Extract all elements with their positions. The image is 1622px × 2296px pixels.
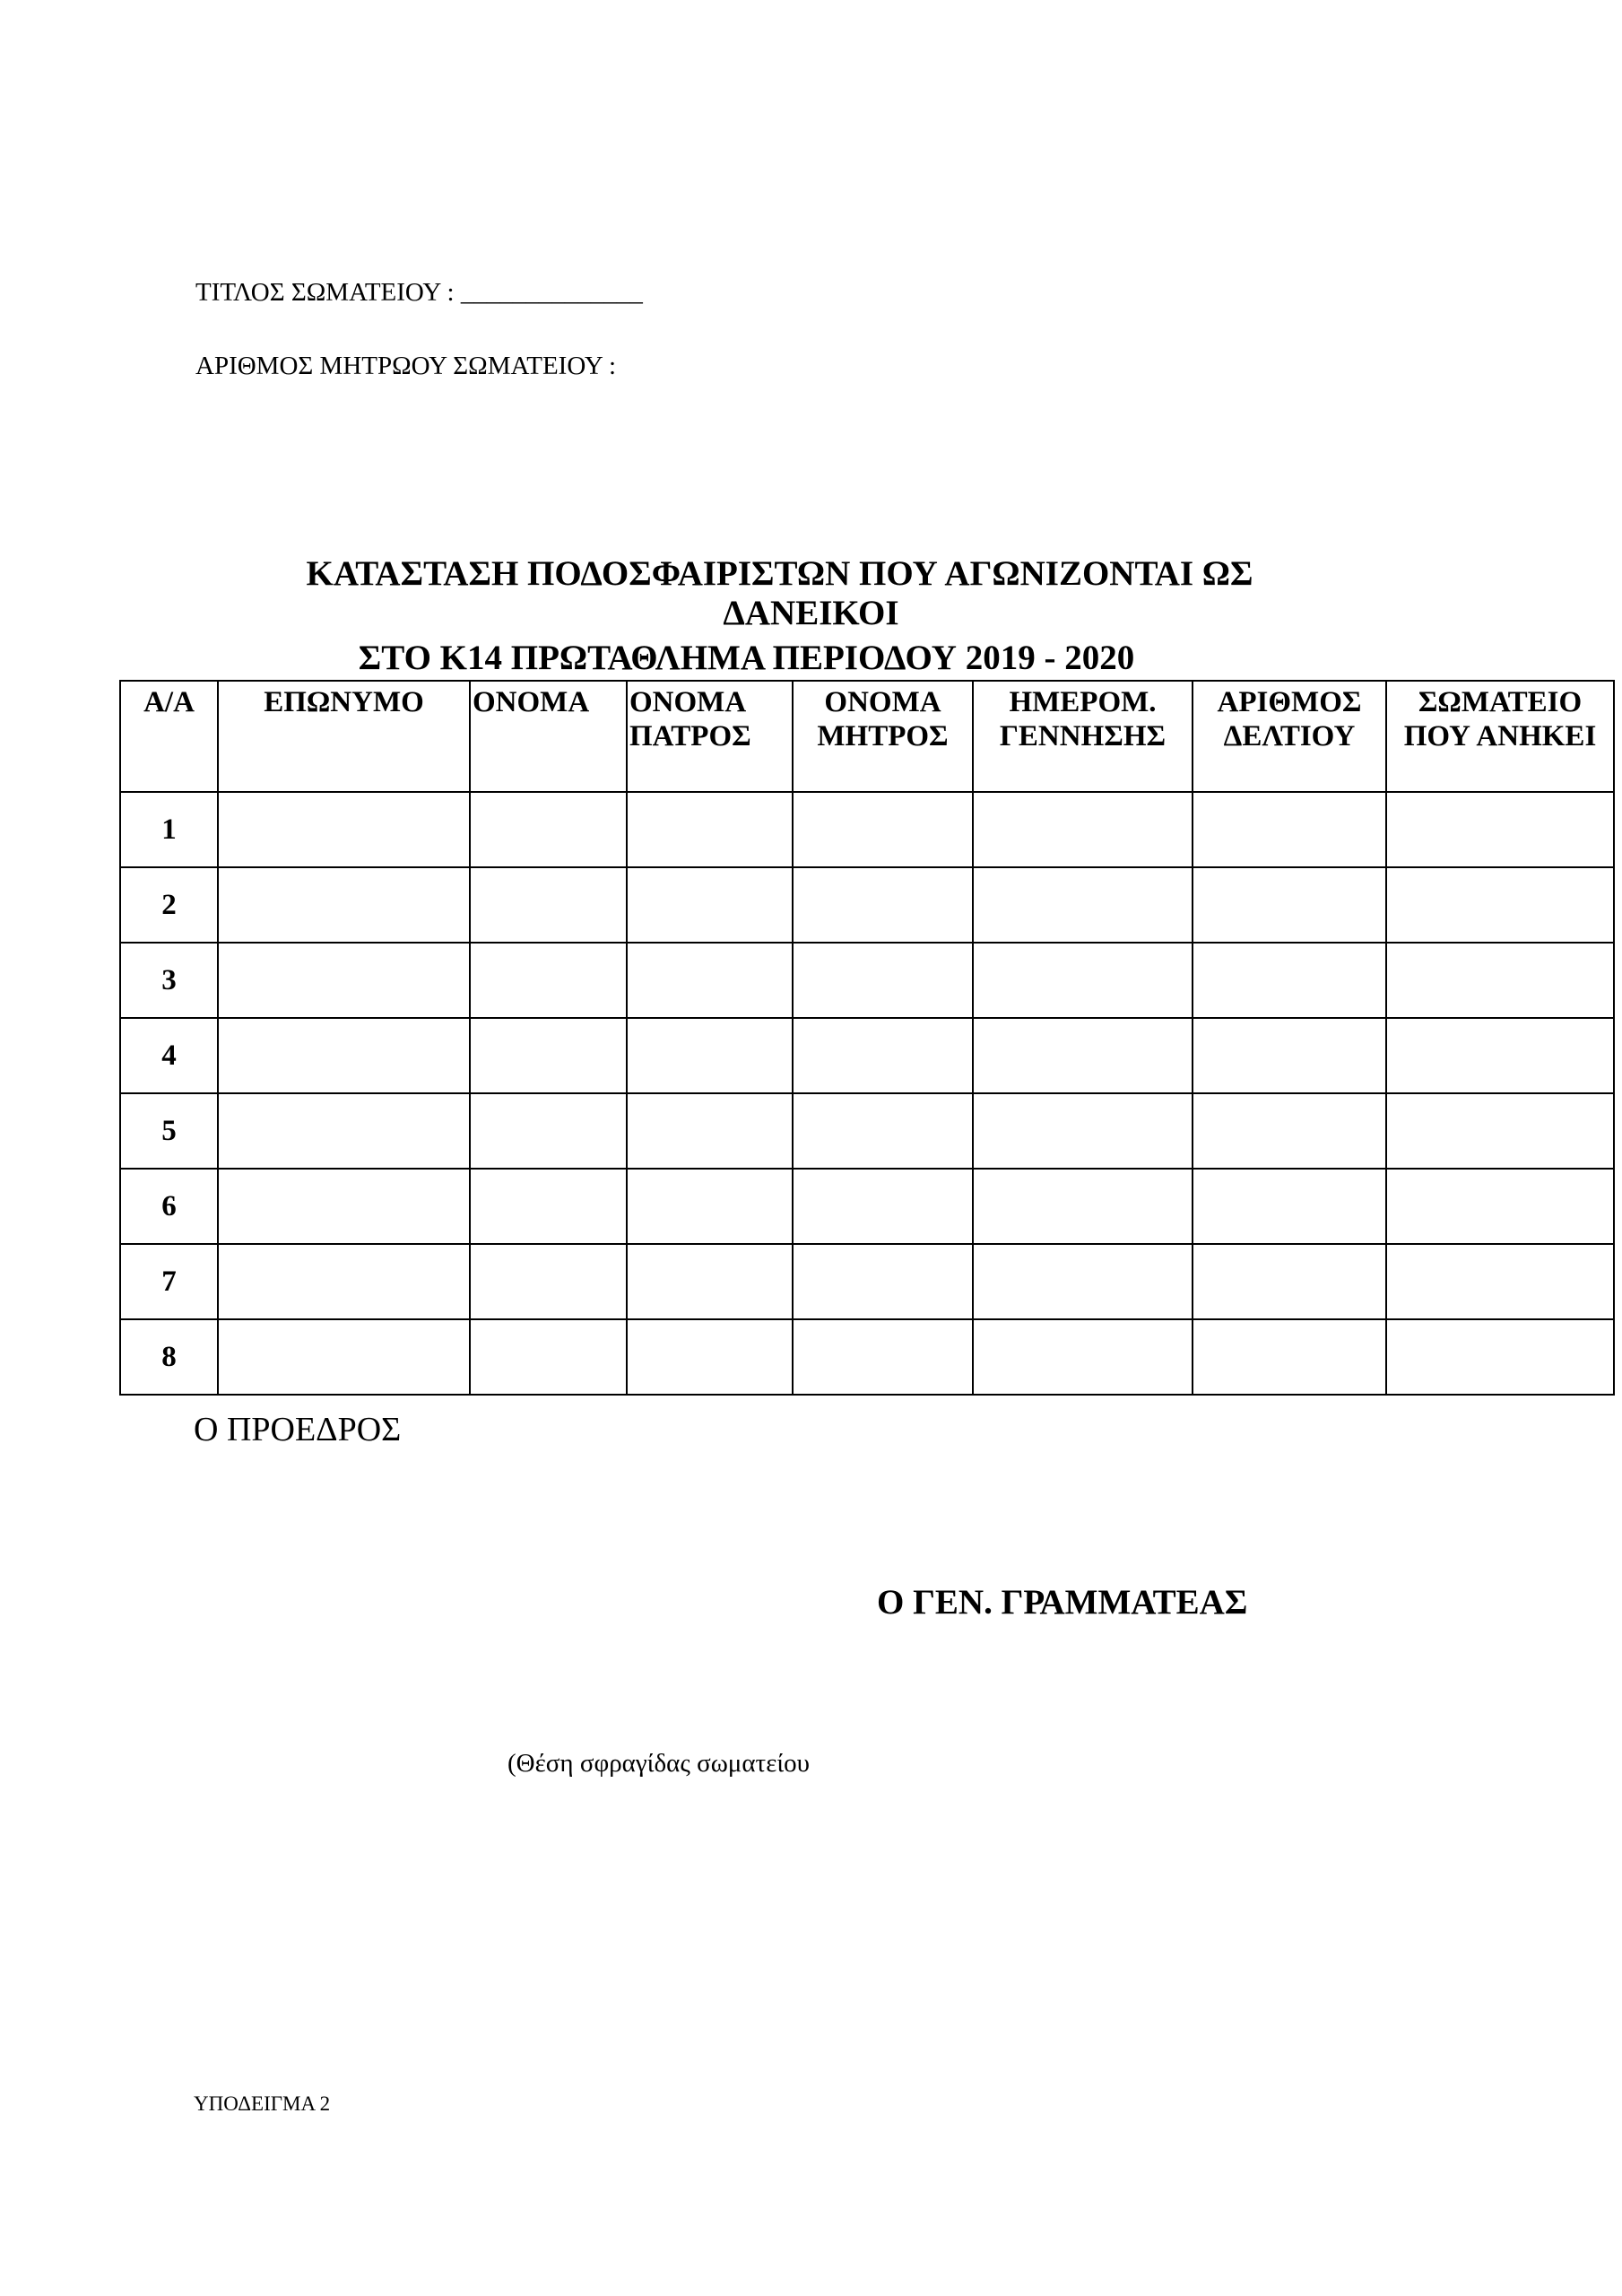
column-header-first-name: ΟΝΟΜΑ	[470, 681, 627, 792]
table-cell	[1193, 1244, 1386, 1319]
table-cell	[470, 1319, 627, 1395]
table-cell	[218, 1169, 470, 1244]
column-header-serial: Α/Α	[120, 681, 218, 792]
table-cell	[218, 943, 470, 1018]
table-cell	[793, 1244, 973, 1319]
document-title-line-1: ΚΑΤΑΣΤΑΣΗ ΠΟΔΟΣΦΑΙΡΙΣΤΩΝ ΠΟΥ ΑΓΩΝΙΖΟΝΤΑΙ ΩΣ	[306, 554, 1253, 593]
table-cell	[470, 1244, 627, 1319]
secretary-signature-label: Ο ΓΕΝ. ΓΡΑΜΜΑΤΕΑΣ	[877, 1583, 1248, 1622]
column-header-surname: ΕΠΩΝΥΜΟ	[218, 681, 470, 792]
table-cell	[973, 943, 1193, 1018]
table-cell	[470, 1169, 627, 1244]
table-cell	[470, 1093, 627, 1169]
table-cell	[218, 867, 470, 943]
table-cell	[1386, 1319, 1614, 1395]
row-number: 4	[120, 1018, 218, 1093]
table-cell	[793, 1319, 973, 1395]
table-cell	[793, 867, 973, 943]
column-header-father-name: ΟΝΟΜΑ ΠΑΤΡΟΣ	[627, 681, 793, 792]
table-cell	[627, 1093, 793, 1169]
table-cell	[470, 792, 627, 867]
table-cell	[793, 1093, 973, 1169]
table-cell	[218, 1093, 470, 1169]
document-title-line-3: ΣΤΟ Κ14 ΠΡΩΤΑΘΛΗΜΑ ΠΕΡΙΟΔΟΥ 2019 - 2020	[358, 639, 1135, 677]
table-row	[120, 792, 1614, 867]
table-row	[120, 867, 1614, 943]
table-row	[120, 1018, 1614, 1093]
table-cell	[1193, 867, 1386, 943]
table-cell	[218, 1018, 470, 1093]
table-cell	[973, 1093, 1193, 1169]
table-cell	[973, 792, 1193, 867]
row-number: 5	[120, 1093, 218, 1169]
table-row	[120, 943, 1614, 1018]
table-cell	[627, 1319, 793, 1395]
table-cell	[627, 1169, 793, 1244]
table-cell	[218, 1319, 470, 1395]
column-header-card-number: ΑΡΙΘΜΟΣ ΔΕΛΤΙΟΥ	[1193, 681, 1386, 792]
table-row	[120, 1093, 1614, 1169]
row-number: 1	[120, 792, 218, 867]
table-cell	[470, 867, 627, 943]
row-number: 3	[120, 943, 218, 1018]
document-title-line-2: ΔΑΝΕΙΚΟΙ	[723, 594, 899, 632]
column-header-mother-name: ΟΝΟΜΑ ΜΗΤΡΟΣ	[793, 681, 973, 792]
table-cell	[627, 867, 793, 943]
column-header-owning-club: ΣΩΜΑΤΕΙΟ ΠΟΥ ΑΝΗΚΕΙ	[1386, 681, 1614, 792]
table-cell	[470, 943, 627, 1018]
table-cell	[627, 1018, 793, 1093]
table-cell	[218, 792, 470, 867]
table-row	[120, 1169, 1614, 1244]
table-cell	[218, 1244, 470, 1319]
row-number: 2	[120, 867, 218, 943]
club-title-field: ΤΙΤΛΟΣ ΣΩΜΑΤΕΙΟΥ : ______________	[195, 278, 643, 307]
column-header-birth-date: ΗΜΕΡΟΜ. ΓΕΝΝΗΣΗΣ	[973, 681, 1193, 792]
table-cell	[1193, 943, 1386, 1018]
table-cell	[973, 1018, 1193, 1093]
president-signature-label: Ο ΠΡΟΕΔΡΟΣ	[194, 1411, 402, 1448]
table-row	[120, 1319, 1614, 1395]
table-cell	[627, 943, 793, 1018]
table-cell	[1193, 1018, 1386, 1093]
table-cell	[627, 792, 793, 867]
table-cell	[793, 943, 973, 1018]
table-cell	[793, 1169, 973, 1244]
stamp-placement-note: (Θέση σφραγίδας σωματείου	[507, 1749, 811, 1778]
row-number: 7	[120, 1244, 218, 1319]
table-cell	[793, 792, 973, 867]
loan-players-table	[119, 680, 1615, 1396]
table-cell	[1386, 792, 1614, 867]
row-number: 8	[120, 1319, 218, 1395]
table-cell	[1193, 792, 1386, 867]
table-cell	[1386, 1244, 1614, 1319]
table-cell	[1193, 1169, 1386, 1244]
table-cell	[470, 1018, 627, 1093]
table-header-row	[120, 681, 1614, 792]
table-cell	[1386, 1093, 1614, 1169]
table-cell	[1193, 1319, 1386, 1395]
table-row	[120, 1244, 1614, 1319]
table-cell	[1193, 1093, 1386, 1169]
table-cell	[793, 1018, 973, 1093]
table-cell	[973, 1244, 1193, 1319]
table-cell	[973, 1169, 1193, 1244]
template-footer-label: ΥΠΟΔΕΙΓΜΑ 2	[194, 2092, 331, 2115]
table-cell	[1386, 943, 1614, 1018]
club-registry-field: ΑΡΙΘΜΟΣ ΜΗΤΡΩΟΥ ΣΩΜΑΤΕΙΟΥ :	[195, 352, 616, 380]
table-cell	[1386, 1169, 1614, 1244]
table-cell	[627, 1244, 793, 1319]
table-cell	[1386, 1018, 1614, 1093]
row-number: 6	[120, 1169, 218, 1244]
table-cell	[1386, 867, 1614, 943]
table-cell	[973, 867, 1193, 943]
table-cell	[973, 1319, 1193, 1395]
